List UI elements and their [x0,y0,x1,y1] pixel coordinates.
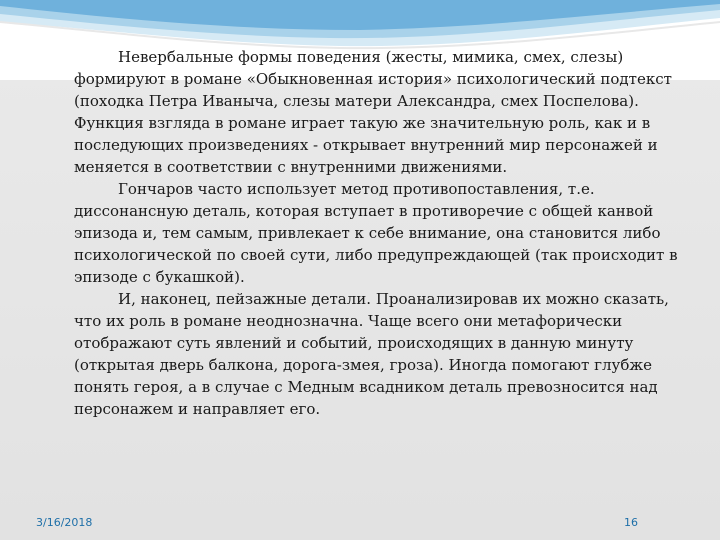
slide-body [74,46,688,420]
paragraph-2: Гончаров часто использует метод противопоставления, т.е. диссонансную деталь, которая вступает в противоречие с общей канвой эпизода и, тем самым, привлекает к себе внимание, она становится либо психологической по своей сути, либо предупреждающей (так происходит в эпизоде с букашкой). [74,180,678,286]
paragraph-1: Невербальные формы поведения (жесты, мимика, смех, слезы) формируют в романе «Обыкновенная история» психологический подтекст (походка Петра Иваныча, слезы матери Александра, смех Поспелова). Функция взгляда в романе играет такую же значительную роль, как и в последующих произведениях - открывает внутренний мир персонажей и меняется в соответствии с внутренними движениями. [74,48,672,176]
footer-page-number: 16 [624,516,638,529]
paragraph-3: И, наконец, пейзажные детали. Проанализировав их можно сказать, что их роль в романе неоднозначна. Чаще всего они метафорически отображают суть явлений и событий, происходящих в данную минуту (открытая дверь балкона, дорога-змея, гроза). Иногда помогают глубже понять героя, а в случае с Медным всадником деталь превозносится над персонажем и направляет его. [74,290,669,418]
footer-date: 3/16/2018 [36,516,93,529]
